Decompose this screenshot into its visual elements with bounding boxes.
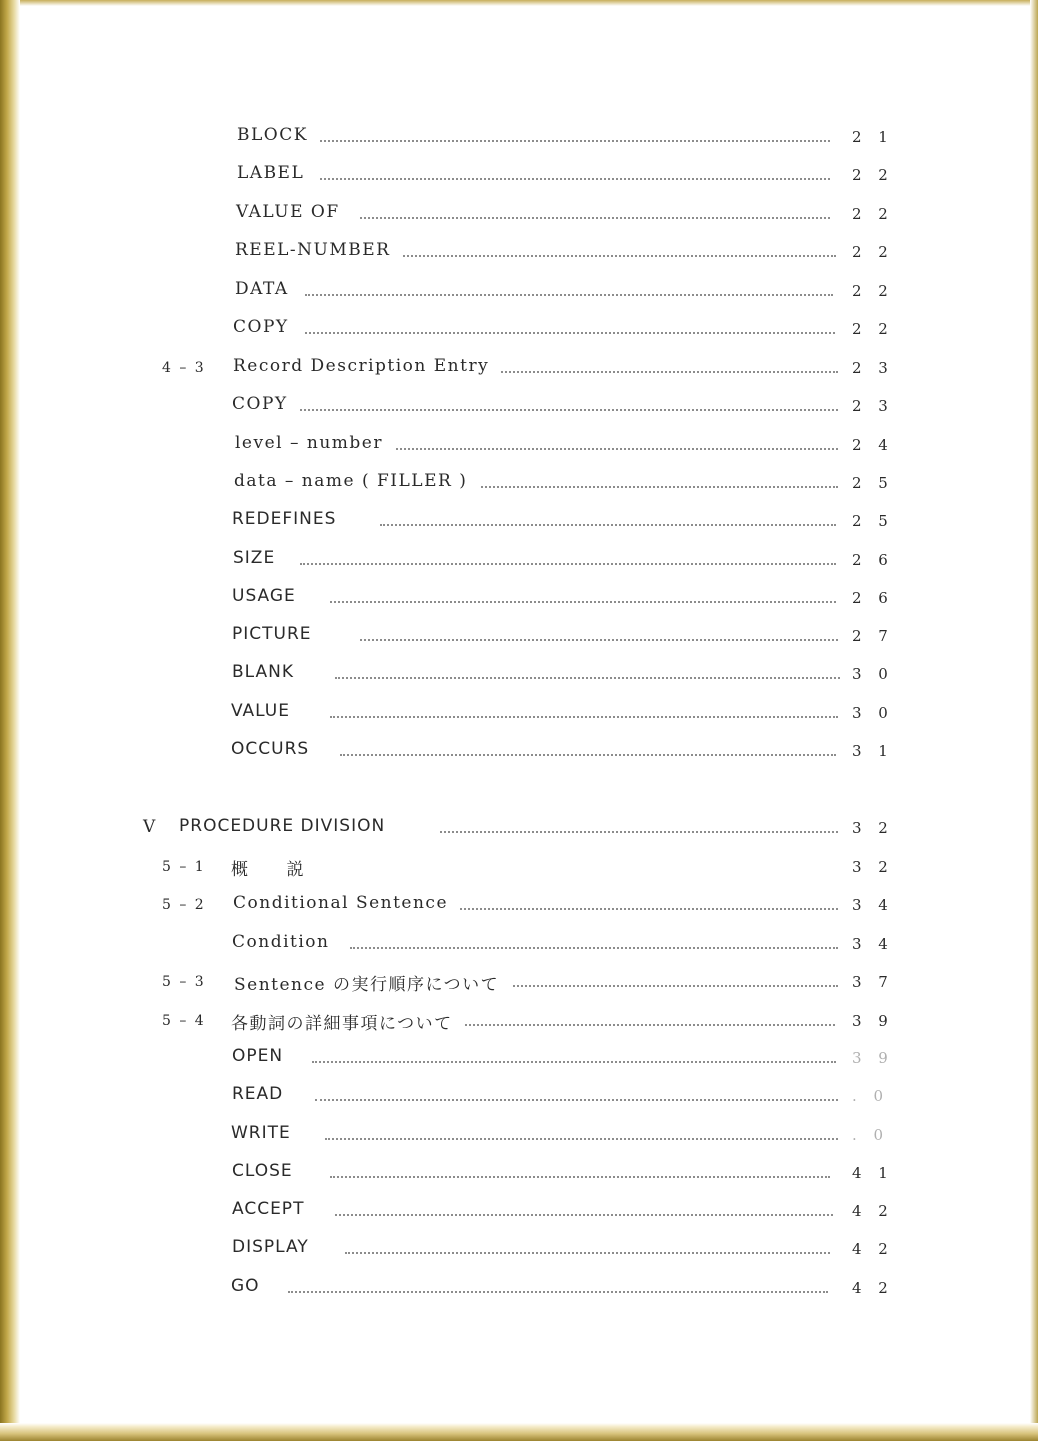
dot-leader bbox=[350, 947, 838, 949]
entry-title: 概 説 bbox=[231, 855, 317, 880]
page-number: 2 6 bbox=[852, 589, 894, 607]
dot-leader bbox=[330, 1176, 830, 1178]
entry-title: GO bbox=[231, 1276, 272, 1296]
dot-leader bbox=[330, 601, 836, 603]
toc-entry bbox=[0, 123, 1038, 153]
toc-entry bbox=[0, 660, 1038, 690]
entry-title: SIZE bbox=[233, 548, 287, 568]
toc-entry bbox=[0, 1121, 1038, 1151]
toc-entry bbox=[0, 1007, 1038, 1037]
page-number: 2 2 bbox=[852, 166, 894, 184]
page-number: 3 4 bbox=[852, 896, 894, 914]
toc-entry bbox=[0, 507, 1038, 537]
page-number: 3 2 bbox=[852, 858, 894, 876]
toc-entry bbox=[0, 737, 1038, 767]
entry-title: VALUE OF bbox=[236, 202, 352, 222]
dot-leader bbox=[490, 985, 838, 987]
toc-entry bbox=[0, 431, 1038, 461]
toc-entry bbox=[0, 814, 1038, 844]
section-number: 5 – 3 bbox=[162, 974, 206, 990]
page-number: 3 4 bbox=[852, 935, 894, 953]
page-number: 2 2 bbox=[852, 282, 894, 300]
toc-entry bbox=[0, 161, 1038, 191]
entry-title: WRITE bbox=[231, 1123, 303, 1143]
entry-title: data – name ( FILLER ) bbox=[234, 471, 479, 491]
entry-title: BLOCK bbox=[237, 125, 320, 145]
page-number: 4 2 bbox=[852, 1279, 894, 1297]
page-number: 2 2 bbox=[852, 320, 894, 338]
entry-title: USAGE bbox=[232, 586, 308, 606]
toc-entry bbox=[0, 354, 1038, 384]
toc-entry bbox=[0, 891, 1038, 921]
toc-entry bbox=[0, 1159, 1038, 1189]
dot-leader bbox=[305, 294, 833, 296]
toc-entry bbox=[0, 930, 1038, 960]
chapter-number: V bbox=[143, 817, 156, 837]
page-number: 3 0 bbox=[852, 704, 894, 722]
page-number: 2 2 bbox=[852, 205, 894, 223]
dot-leader bbox=[465, 1024, 835, 1026]
dot-leader bbox=[288, 1291, 828, 1293]
dot-leader bbox=[335, 677, 840, 679]
toc-entry bbox=[0, 315, 1038, 345]
page-number: 2 5 bbox=[852, 474, 894, 492]
dot-leader bbox=[440, 908, 838, 910]
section-number: 5 – 1 bbox=[162, 859, 206, 875]
page-number: 2 3 bbox=[852, 397, 894, 415]
dot-leader bbox=[330, 716, 838, 718]
page-number: 3 7 bbox=[852, 973, 894, 991]
toc-entry bbox=[0, 853, 1038, 883]
entry-title: DISPLAY bbox=[232, 1237, 321, 1257]
dot-leader bbox=[345, 1252, 830, 1254]
entry-title: Condition bbox=[232, 932, 341, 952]
toc-entry bbox=[0, 1082, 1038, 1112]
page-number: 3 1 bbox=[852, 742, 894, 760]
dot-leader bbox=[380, 448, 838, 450]
dot-leader bbox=[360, 639, 838, 641]
dot-leader bbox=[325, 1138, 838, 1140]
page-number: 2 2 bbox=[852, 243, 894, 261]
dot-leader bbox=[380, 524, 836, 526]
page-number: 2 7 bbox=[852, 627, 894, 645]
toc-entry bbox=[0, 200, 1038, 230]
toc-entry bbox=[0, 1235, 1038, 1265]
dot-leader bbox=[312, 1061, 836, 1063]
page-number: 2 1 bbox=[852, 128, 894, 146]
entry-title: READ bbox=[232, 1084, 295, 1104]
toc-entry bbox=[0, 238, 1038, 268]
page-number: 2 6 bbox=[852, 551, 894, 569]
entry-title: Record Description Entry bbox=[233, 356, 501, 376]
entry-title: REDEFINES bbox=[232, 509, 348, 529]
entry-title: DATA bbox=[235, 279, 301, 299]
dot-leader bbox=[340, 754, 836, 756]
page-number: 2 5 bbox=[852, 512, 894, 530]
section-number: 5 – 2 bbox=[162, 897, 206, 913]
page-number: 3 2 bbox=[852, 819, 894, 837]
dot-leader bbox=[470, 486, 838, 488]
page-number: 4 2 bbox=[852, 1202, 894, 1220]
entry-title: LABEL bbox=[237, 163, 316, 183]
dot-leader bbox=[400, 255, 836, 257]
entry-title: Conditional Sentence bbox=[233, 893, 460, 913]
section-number: 5 – 4 bbox=[162, 1013, 206, 1029]
dot-leader bbox=[300, 409, 838, 411]
page-number: 3 9 bbox=[852, 1012, 894, 1030]
toc-entry bbox=[0, 469, 1038, 499]
entry-title: ACCEPT bbox=[232, 1199, 316, 1219]
entry-title: COPY bbox=[233, 317, 301, 337]
dot-leader bbox=[470, 371, 838, 373]
entry-title: PROCEDURE DIVISION bbox=[179, 816, 397, 836]
entry-title: CLOSE bbox=[232, 1161, 305, 1181]
toc-entry bbox=[0, 1197, 1038, 1227]
section-number: 4 – 3 bbox=[162, 360, 206, 376]
dot-leader bbox=[335, 1214, 833, 1216]
toc-entry bbox=[0, 546, 1038, 576]
page-number: . 0 bbox=[852, 1126, 890, 1144]
page-number: 2 4 bbox=[852, 436, 894, 454]
page-number: . 0 bbox=[852, 1087, 890, 1105]
dot-leader bbox=[315, 1099, 838, 1101]
dot-leader bbox=[305, 332, 835, 334]
toc-entry bbox=[0, 1274, 1038, 1304]
entry-title: VALUE bbox=[231, 701, 302, 721]
page-number: 3 0 bbox=[852, 665, 894, 683]
toc-entry bbox=[0, 277, 1038, 307]
entry-title: level – number bbox=[235, 433, 395, 453]
dot-leader bbox=[320, 178, 830, 180]
toc-entry bbox=[0, 1044, 1038, 1074]
entry-title: COPY bbox=[232, 394, 300, 414]
toc-entry bbox=[0, 392, 1038, 422]
toc-entry bbox=[0, 699, 1038, 729]
entry-title: BLANK bbox=[232, 662, 306, 682]
entry-title: OCCURS bbox=[231, 739, 321, 759]
dot-leader bbox=[440, 831, 838, 833]
page-number: 4 1 bbox=[852, 1164, 894, 1182]
dot-leader bbox=[360, 217, 830, 219]
page-number: 3 9 bbox=[852, 1049, 894, 1067]
page-number: 4 2 bbox=[852, 1240, 894, 1258]
toc-entry bbox=[0, 622, 1038, 652]
toc-entry bbox=[0, 968, 1038, 998]
entry-title: OPEN bbox=[232, 1046, 295, 1066]
dot-leader bbox=[320, 140, 830, 142]
page-number: 2 3 bbox=[852, 359, 894, 377]
entry-title: 各動詞の詳細事項について bbox=[231, 1009, 465, 1034]
toc-entry bbox=[0, 584, 1038, 614]
entry-title: Sentence の実行順序について bbox=[234, 970, 511, 995]
entry-title: REEL-NUMBER bbox=[235, 240, 402, 260]
entry-title: PICTURE bbox=[232, 624, 324, 644]
dot-leader bbox=[300, 563, 836, 565]
